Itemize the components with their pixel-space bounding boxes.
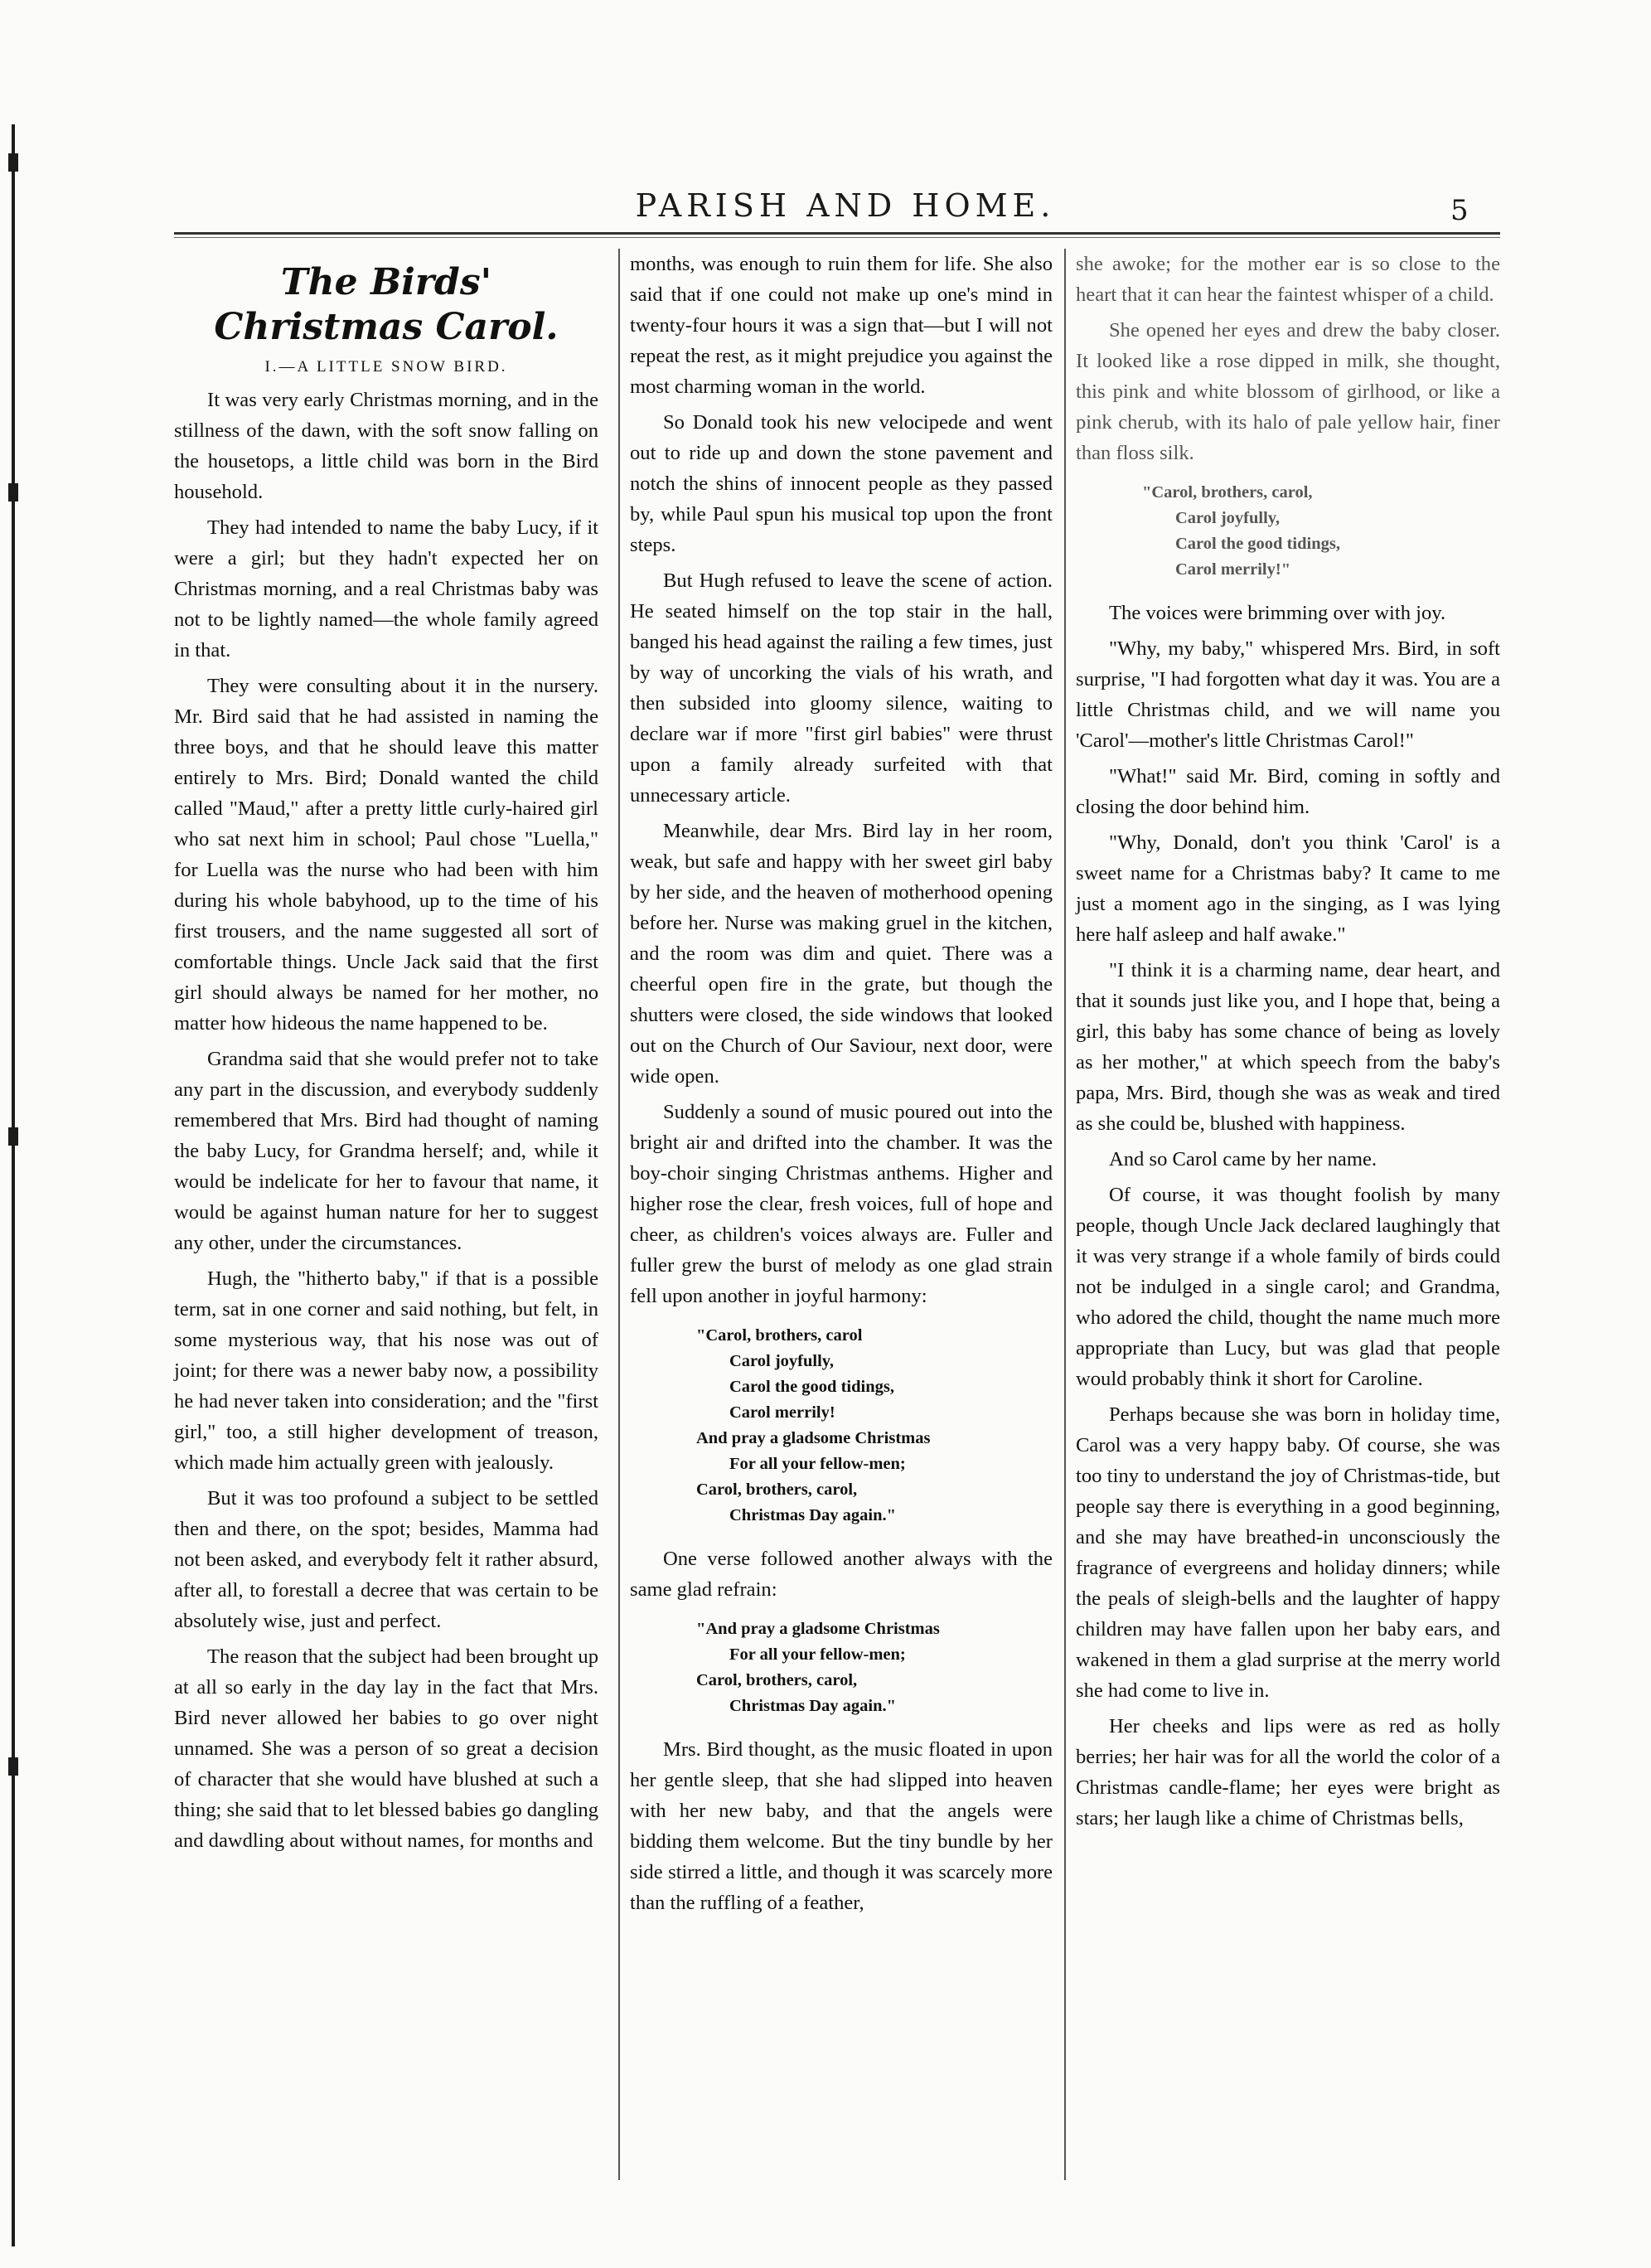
paragraph: "I think it is a charming name, dear heart, and that it sounds just like you, and I hope that, being a girl, this baby has some chance of being as lovely as her mother," at which speech from the baby's papa, Mrs. Bird, though she was as weak and tired as she could be, blushed with happiness. — [1076, 959, 1500, 1135]
paragraph: Perhaps because she was born in holiday time, Carol was a very happy baby. Of course, she was too tiny to understand the joy of Christmas-tide, but people say there is everything in a good beginning, and she may have breathed-in unconsciously the fragrance of evergreens and holiday dinners; while the peals of sleigh-bells and the laughter of happy children may have fallen upon her baby ears, and wakened in them a glad surprise at the merry world she had come to live in. — [1076, 1403, 1500, 1702]
verse-line: Carol joyfully, — [1175, 509, 1281, 527]
verse-line: Carol merrily!" — [1175, 560, 1291, 579]
paragraph: One verse followed another always with the same glad refrain: — [630, 1548, 1053, 1601]
verse-line: "And pray a gladsome Christmas — [696, 1620, 940, 1638]
paragraph: But it was too profound a subject to be settled then and there, on the spot; besides, Mamma had not been asked, and everybody felt it rather absurd, after all, to forestall a decree that was certain to be absolutely wise, just and perfect. — [174, 1487, 598, 1632]
paragraph: Grandma said that she would prefer not to take any part in the discussion, and everybody suddenly remembered that Mrs. Bird had thought of naming the baby Lucy, for Grandma herself; and, while it would be indelicate for her to favour that name, it would be against human nature for her to suggest any other, under the circumstances. — [174, 1048, 598, 1254]
binding-mark — [8, 483, 18, 502]
paragraph: "Why, my baby," whispered Mrs. Bird, in soft surprise, "I had forgotten what day it was. You are a little Christmas child, and we will name you 'Carol'—mother's little Christmas Carol!" — [1076, 637, 1500, 752]
verse-line: Carol joyfully, — [729, 1352, 835, 1370]
column-divider — [1064, 249, 1066, 2180]
paragraph: "Why, Donald, don't you think 'Carol' is a sweet name for a Christmas baby? It came to me just a moment ago in the singing, as I was lying here half asleep and half awake." — [1076, 831, 1500, 946]
verse-line: Carol, brothers, carol, — [696, 1480, 858, 1499]
column-2 — [630, 249, 1053, 1923]
paragraph: Mrs. Bird thought, as the music floated in upon her gentle sleep, that she had slipped into heaven with her new baby, and that the angels were bidding them welcome. But the tiny bundle by her side stirred a little, and though it was scarcely more than the ruffling of a feather, — [630, 1738, 1053, 1914]
page-number: 5 — [1450, 194, 1469, 227]
verse-line: For all your fellow-men; — [729, 1645, 906, 1664]
column-divider — [618, 249, 620, 2180]
publication-title: PARISH AND HOME. — [635, 187, 1056, 224]
paragraph: Suddenly a sound of music poured out into the bright air and drifted into the chamber. It was the boy-choir singing Christmas anthems. Higher and higher rose the clear, fresh voices, full of hope and cheer, as children's voices always are. Fuller and fuller grew the burst of melody as one glad strain fell upon another in joyful harmony: — [630, 1101, 1053, 1307]
paragraph: She opened her eyes and drew the baby closer. It looked like a rose dipped in milk, she thought, this pink and white blossom of girlhood, or like a pink cherub, with its halo of pale yellow hair, finer than floss silk. — [1076, 319, 1500, 464]
verse-line: Carol merrily! — [729, 1403, 835, 1422]
paragraph: "What!" said Mr. Bird, coming in softly and closing the door behind him. — [1076, 765, 1500, 818]
binding-edge — [12, 124, 15, 2246]
verse-line: For all your fellow-men; — [729, 1455, 906, 1473]
paragraph: The voices were brimming over with joy. — [1109, 602, 1446, 624]
verse-block — [1142, 480, 1500, 583]
paragraph: They were consulting about it in the nursery. Mr. Bird said that he had assisted in naming the three boys, and that he should leave this matter entirely to Mrs. Bird; Donald wanted the child called "Maud," after a pretty little curly-haired girl who sat next him in school; Paul chose "Luella," for Luella was the nurse who had been with him during his whole babyhood, up to the time of his first trousers, and the name suggested all sort of comfortable things. Uncle Jack said that the first girl should always be named for her mother, no matter how hideous the name happened to be. — [174, 675, 598, 1035]
paragraph: So Donald took his new velocipede and went out to ride up and down the stone pavement and notch the shins of innocent people as they passed by, while Paul spun his musical top upon the front steps. — [630, 411, 1053, 556]
article-title: The Birds' Christmas Carol. — [214, 261, 559, 348]
verse-line: Christmas Day again." — [729, 1506, 897, 1524]
verse-line: Christmas Day again." — [729, 1697, 897, 1715]
paragraph: But Hugh refused to leave the scene of action. He seated himself on the top stair in the hall, banged his head against the railing a few times, just by way of uncorking the vials of his wrath, and then subsided into gloomy silence, waiting to declare war if more "first girl babies" were thrust upon a family already surfeited with that unnecessary article. — [630, 569, 1053, 807]
paragraph: Hugh, the "hitherto baby," if that is a possible term, sat in one corner and said nothing, but felt, in some mysterious way, that his nose was out of joint; for there was a newer baby now, a possibility he had never taken into consideration; and the "first girl," too, a still higher development of treason, which made him actually green with jealously. — [174, 1267, 598, 1474]
paragraph: The reason that the subject had been brought up at all so early in the day lay in the fact that Mrs. Bird never allowed her babies to go over night unnamed. She was a person of so great a decision of character that she would have blushed at such a thing; she said that to let blessed babies go dangling and dawdling about without names, for months and — [174, 1645, 598, 1852]
verse-line: Carol, brothers, carol, — [696, 1671, 858, 1689]
header-rule-thin — [174, 237, 1500, 238]
verse-block — [696, 1323, 1053, 1529]
verse-line: "Carol, brothers, carol — [696, 1326, 863, 1345]
verse-block — [696, 1616, 1053, 1719]
paragraph: Her cheeks and lips were as red as holly berries; her hair was for all the world the color of a Christmas candle-flame; her eyes were bright as stars; her laugh like a chime of Christmas bells, — [1076, 1715, 1500, 1829]
verse-line: Carol the good tidings, — [1175, 535, 1340, 553]
binding-mark — [8, 153, 18, 172]
paragraph: Of course, it was thought foolish by many people, though Uncle Jack declared laughingly that it was very strange if a whole family of birds could not be indulged in a single carol; and Grandma, who adored the child, thought the name much more appropriate than Lucy, but was glad that people would probably think it short for Caroline. — [1076, 1184, 1500, 1390]
column-3 — [1076, 249, 1500, 1839]
paragraph: They had intended to name the baby Lucy, if it were a girl; but they hadn't expected her on Christmas morning, and a real Christmas baby was not to be lightly named—the whole family agreed in that. — [174, 516, 598, 662]
binding-mark — [8, 1757, 18, 1776]
paragraph: Meanwhile, dear Mrs. Bird lay in her room, weak, but safe and happy with her sweet girl baby by her side, and the heaven of motherhood opening before her. Nurse was making gruel in the kitchen, and the room was dim and quiet. There was a cheerful open fire in the grate, but though the shutters were closed, the side windows that looked out on the Church of Our Saviour, next door, were wide open. — [630, 820, 1053, 1088]
column-1 — [174, 249, 598, 1861]
paragraph: months, was enough to ruin them for life. She also said that if one could not make up one's mind in twenty-four hours it was a sign that—but I will not repeat the rest, as it might prejudice you against the most charming woman in the world. — [630, 253, 1053, 398]
binding-mark — [8, 1127, 18, 1146]
paragraph: And so Carol came by her name. — [1109, 1148, 1377, 1170]
verse-line: "Carol, brothers, carol, — [1142, 483, 1313, 502]
header-rule — [174, 232, 1500, 235]
chapter-heading: I.—A LITTLE SNOW BIRD. — [264, 358, 508, 376]
paragraph: she awoke; for the mother ear is so close to the heart that it can hear the faintest whisper of a child. — [1076, 253, 1500, 306]
verse-line: Carol the good tidings, — [729, 1378, 894, 1396]
paragraph: It was very early Christmas morning, and in the stillness of the dawn, with the soft snow falling on the housetops, a little child was born in the Bird household. — [174, 389, 598, 503]
verse-line: And pray a gladsome Christmas — [696, 1429, 931, 1447]
